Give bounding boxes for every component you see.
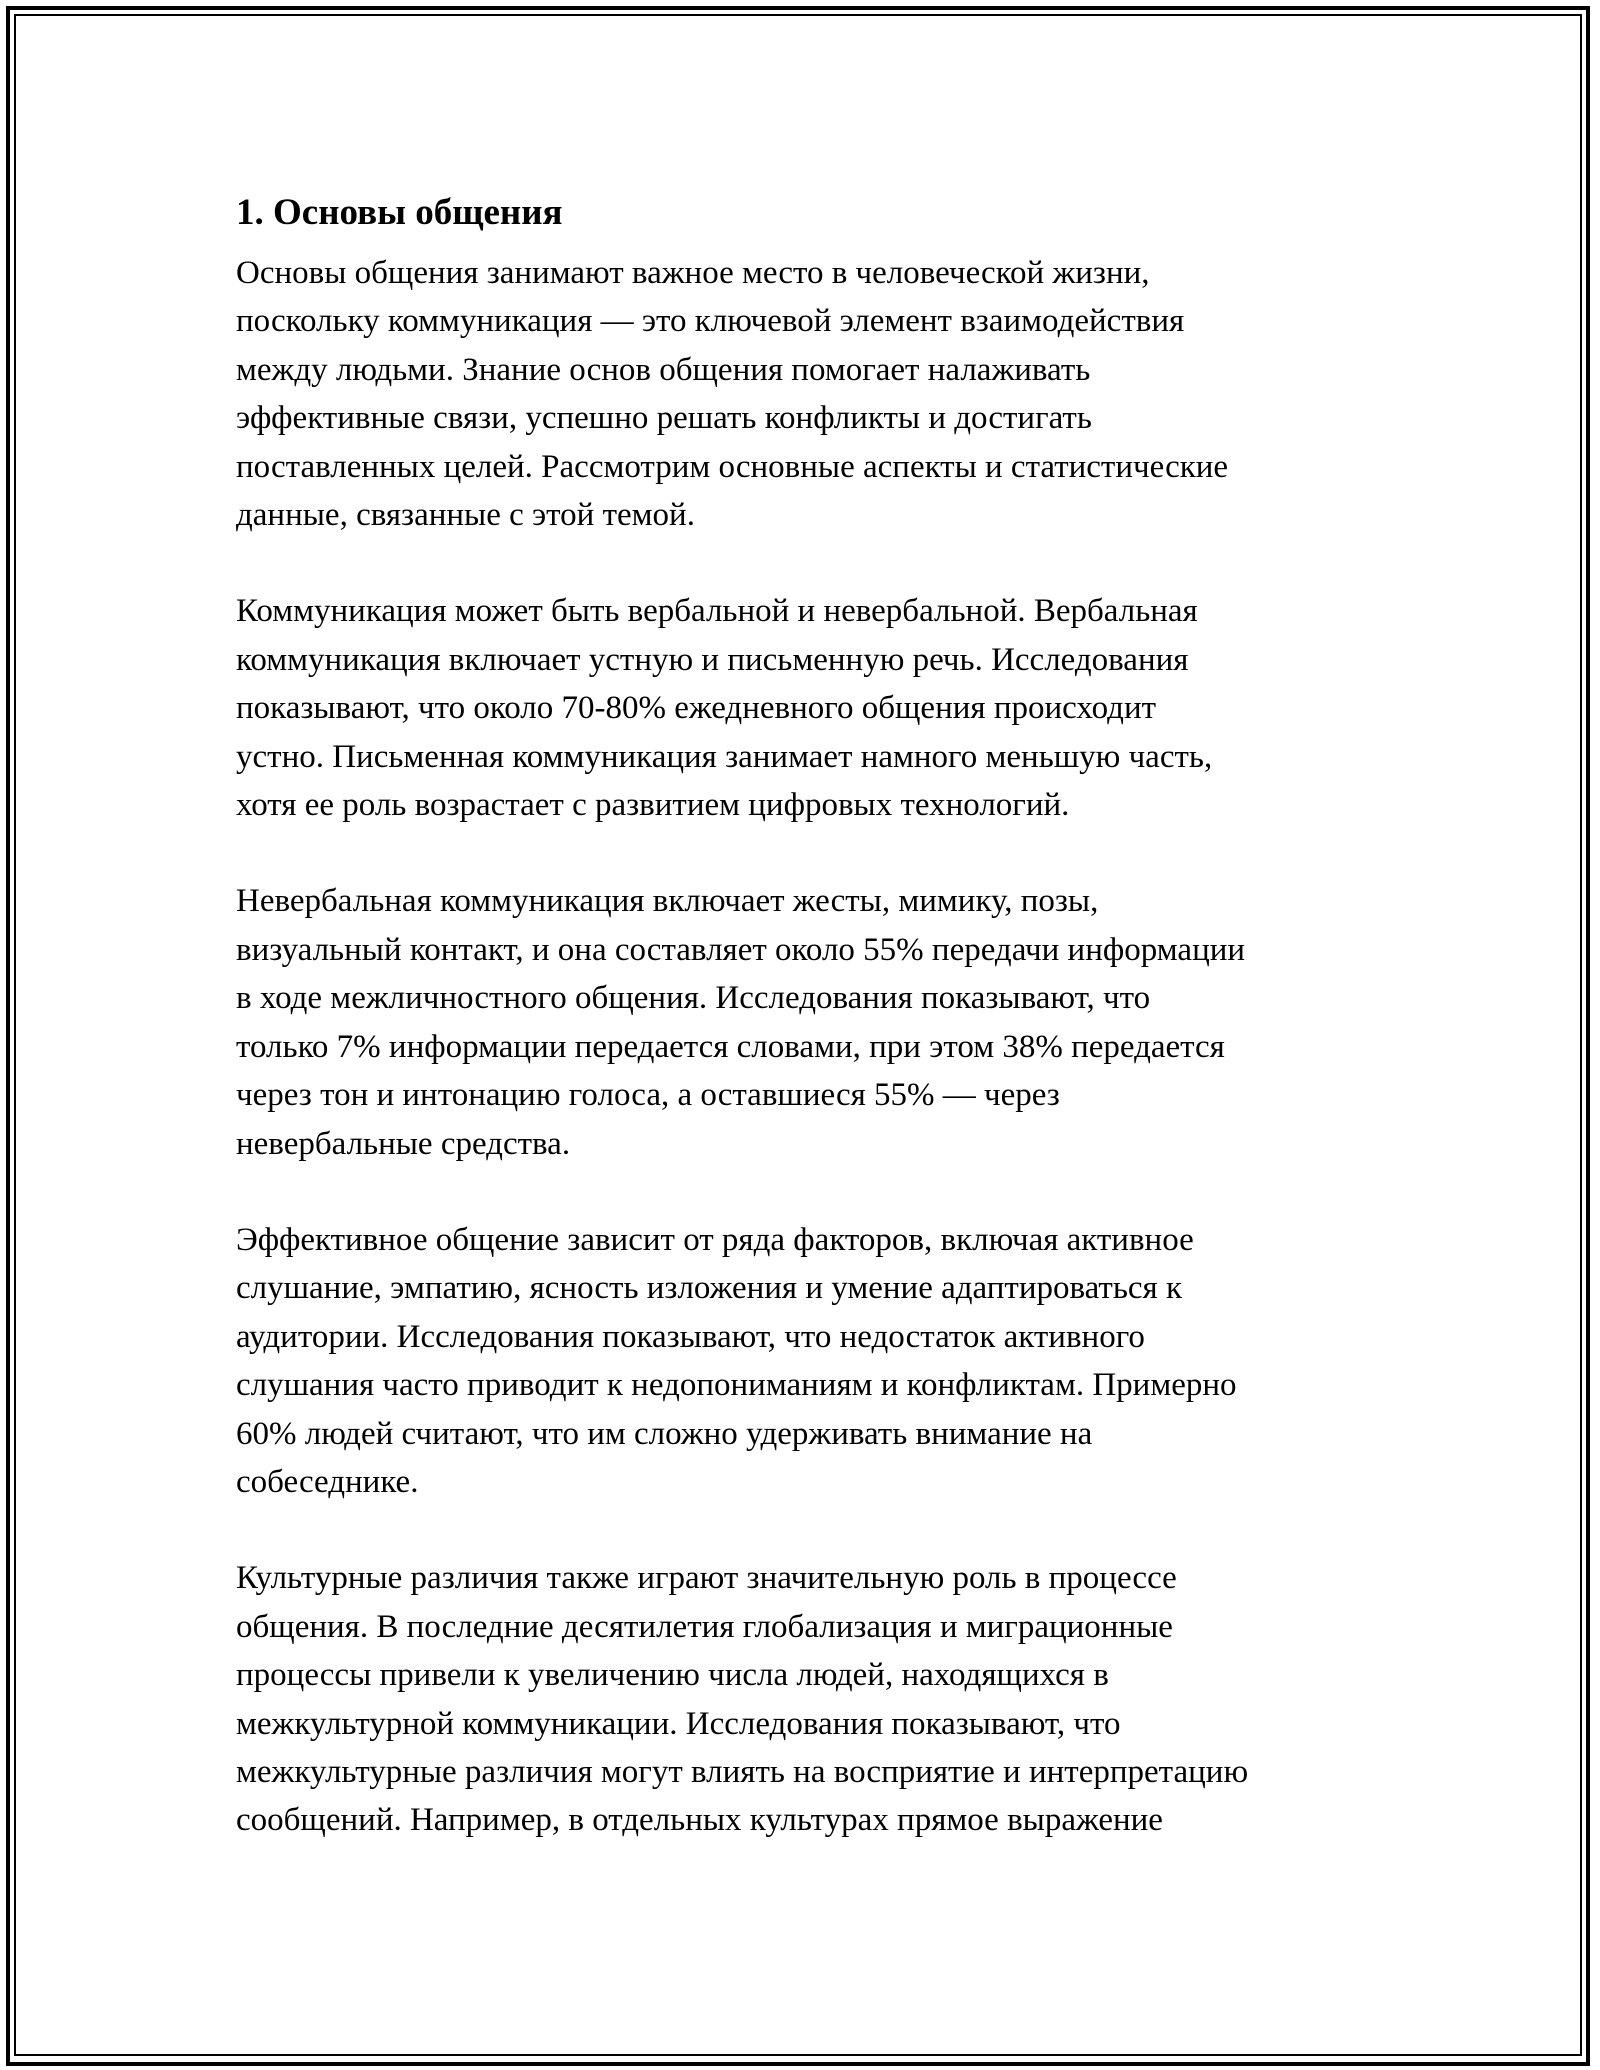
text-line: хотя ее роль возрастает с развитием цифровых технологий.: [236, 787, 1070, 824]
text-line: устно. Письменная коммуникация занимает намного меньшую часть,: [236, 738, 1213, 775]
text-line: сообщений. Например, в отдельных культурах прямое выражение: [236, 1802, 1163, 1839]
text-line: собеседнике.: [236, 1463, 419, 1500]
text-line: поставленных целей. Рассмотрим основные аспекты и статистические: [236, 448, 1229, 485]
text-line: процессы привели к увеличению числа людей, находящихся в: [236, 1657, 1109, 1694]
text-line: только 7% информации передается словами, при этом 38% передается: [236, 1028, 1225, 1065]
section-heading: 1. Основы общения: [236, 192, 563, 233]
text-line: невербальные средства.: [236, 1125, 571, 1162]
paragraph-effective: [236, 1216, 1376, 1506]
text-line: Эффективное общение зависит от ряда факторов, включая активное: [236, 1221, 1194, 1258]
paragraph-verbal: [236, 587, 1376, 829]
text-line: слушание, эмпатию, ясность изложения и умение адаптироваться к: [236, 1270, 1182, 1307]
text-line: общения. В последние десятилетия глобализация и миграционные: [236, 1608, 1173, 1645]
paragraph-cultural: [236, 1554, 1376, 1844]
paragraph-nonverbal: [236, 877, 1376, 1167]
document-body: [236, 185, 1376, 1845]
text-line: аудитории. Исследования показывают, что недостаток активного: [236, 1318, 1145, 1355]
text-line: Основы общения занимают важное место в человеческой жизни,: [236, 255, 1150, 291]
text-line: в ходе межличностного общения. Исследования показывают, что: [236, 980, 1151, 1017]
paragraph-intro: [236, 249, 1376, 539]
text-line: межкультурные различия могут влиять на восприятие и интерпретацию: [236, 1753, 1249, 1790]
text-line: коммуникация включает устную и письменную речь. Исследования: [236, 641, 1189, 678]
text-line: межкультурной коммуникации. Исследования показывают, что: [236, 1705, 1121, 1742]
text-line: между людьми. Знание основ общения помогает налаживать: [236, 351, 1091, 388]
text-line: Коммуникация может быть вербальной и невербальной. Вербальная: [236, 593, 1198, 630]
text-line: 60% людей считают, что им сложно удерживать внимание на: [236, 1415, 1093, 1452]
text-line: слушания часто приводит к недопониманиям и конфликтам. Примерно: [236, 1367, 1237, 1404]
text-line: эффективные связи, успешно решать конфликты и достигать: [236, 400, 1092, 437]
text-line: Культурные различия также играют значительную роль в процессе: [236, 1560, 1177, 1597]
text-line: Невербальная коммуникация включает жесты, мимику, позы,: [236, 883, 1099, 920]
text-line: данные, связанные с этой темой.: [236, 497, 695, 534]
text-line: через тон и интонацию голоса, а оставшиеся 55% — через: [236, 1077, 1060, 1114]
text-line: показывают, что около 70-80% ежедневного общения происходит: [236, 690, 1157, 727]
text-line: визуальный контакт, и она составляет около 55% передачи информации: [236, 931, 1246, 968]
text-line: поскольку коммуникация — это ключевой элемент взаимодействия: [236, 303, 1185, 340]
